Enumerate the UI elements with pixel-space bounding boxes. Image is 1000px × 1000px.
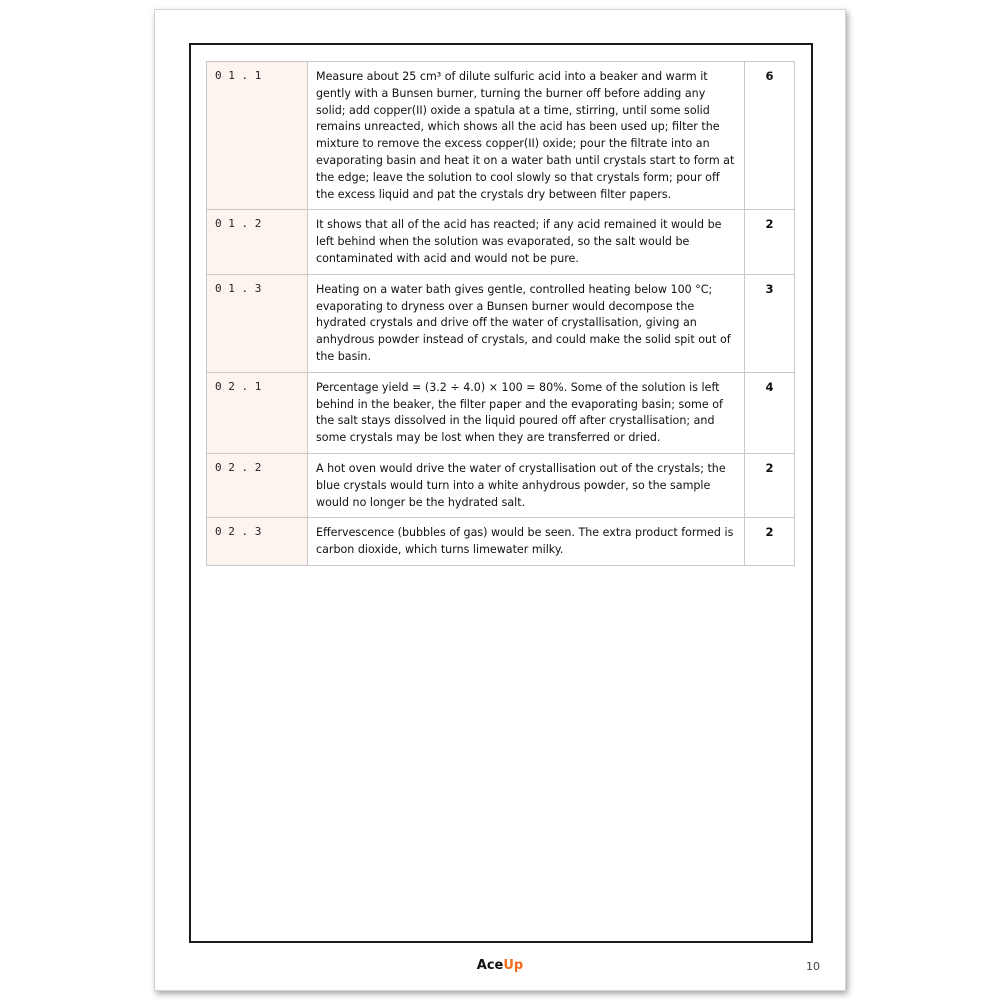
question-number: 0 1 . 3 [207,274,308,372]
answer-text: Effervescence (bubbles of gas) would be seen. The extra product formed is carbon dioxide, which turns limewater milky. [308,518,745,566]
marks-value: 2 [745,453,795,517]
answer-text: Measure about 25 cm³ of dilute sulfuric acid into a beaker and warm it gently with a Bunsen burner, turning the burner off before adding any solid; add copper(II) oxide a spatula at a time, stirring, until some solid remains unreacted, which shows all the acid has been used up; filter the mixture to remove the excess copper(II) oxide; pour the filtrate into an evaporating basin and heat it on a water bath until crystals start to form at the edge; leave the solution to cool slowly so that crystals form; pour off the excess liquid and pat the crystals dry between filter papers. [308,62,745,210]
question-number: 0 2 . 3 [207,518,308,566]
table-row [207,210,795,274]
aceup-logo [460,958,540,973]
answer-text: It shows that all of the acid has reacted; if any acid remained it would be left behind when the solution was evaporated, so the salt would be contaminated with acid and would not be pure. [308,210,745,274]
question-number: 0 1 . 1 [207,62,308,210]
answer-text: Heating on a water bath gives gentle, controlled heating below 100 °C; evaporating to dryness over a Bunsen burner would decompose the hydrated crystals and drive off the water of crystallisation, giving an anhydrous powder instead of crystals, and could make the solid spit out of the basin. [308,274,745,372]
question-number: 0 1 . 2 [207,210,308,274]
logo-text-ace: Ace [476,958,504,973]
marks-value: 4 [745,372,795,453]
table-row [207,372,795,453]
mark-scheme-table [206,61,795,566]
page-number: 10 [806,960,820,973]
table-row [207,518,795,566]
marks-value: 6 [745,62,795,210]
answer-text: Percentage yield = (3.2 ÷ 4.0) × 100 = 80%. Some of the solution is left behind in the beaker, the filter paper and the evaporating basin; some of the salt stays dissolved in the liquid poured off after crystallisation; and some crystals may be lost when they are transferred or dried. [308,372,745,453]
table-row [207,453,795,517]
marks-value: 2 [745,518,795,566]
logo-text-up: Up [503,958,524,973]
table-row [207,62,795,210]
marks-value: 2 [745,210,795,274]
answer-text: A hot oven would drive the water of crystallisation out of the crystals; the blue crystals would turn into a white anhydrous powder, so the sample would no longer be the hydrated salt. [308,453,745,517]
question-number: 0 2 . 2 [207,453,308,517]
marks-value: 3 [745,274,795,372]
table-row [207,274,795,372]
question-number: 0 2 . 1 [207,372,308,453]
